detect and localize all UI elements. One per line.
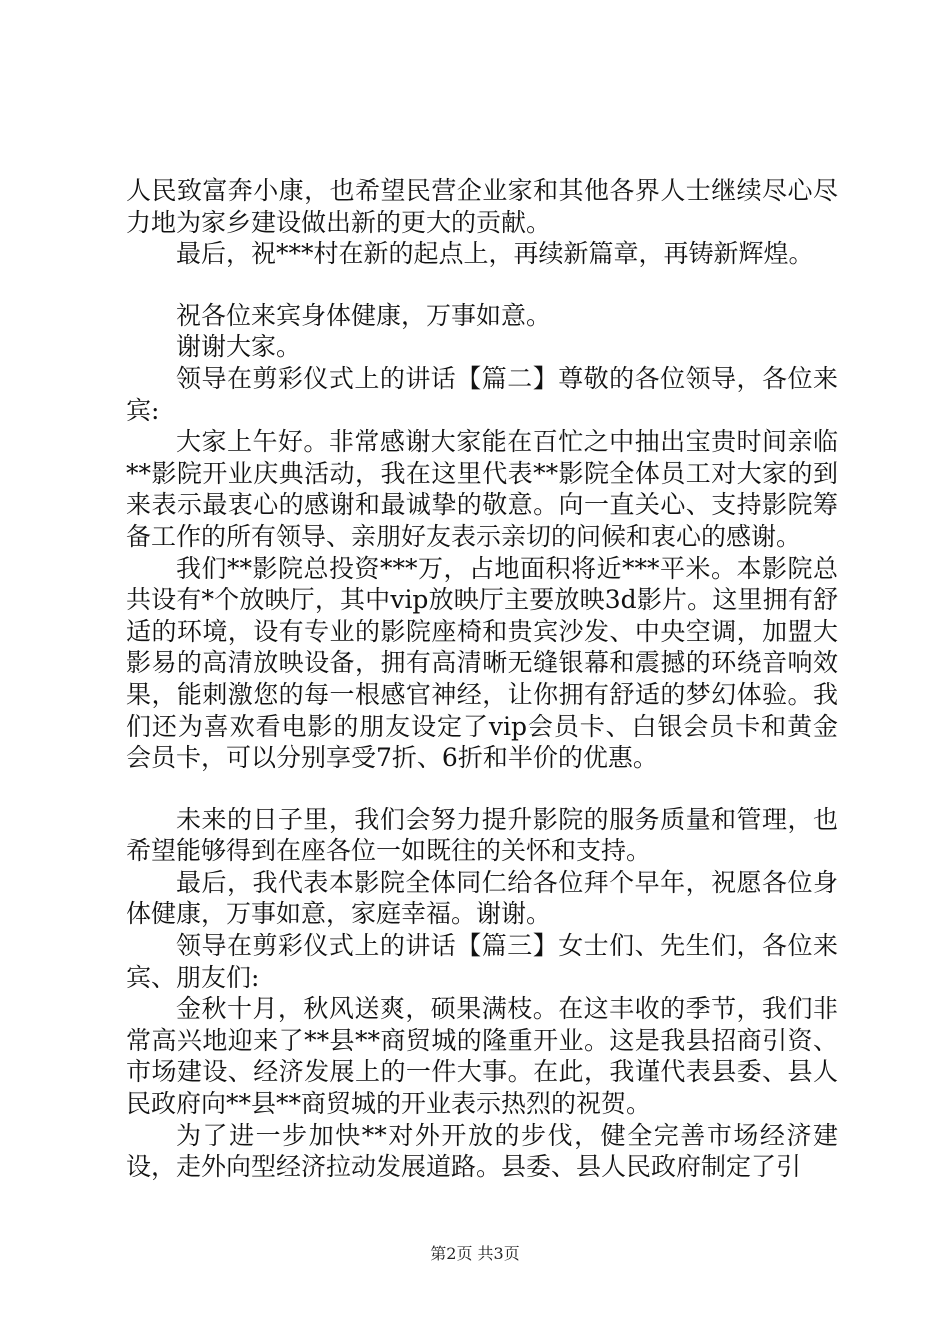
blank-line (126, 270, 838, 300)
blank-line (126, 774, 838, 804)
document-body (126, 175, 838, 1183)
paragraph-continuation: 人民致富奔小康，也希望民营企业家和其他各界人士继续尽心尽力地为家乡建设做出新的更大的贡献。 (126, 176, 838, 237)
section-heading-part-two: 领导在剪彩仪式上的讲话【篇二】尊敬的各位领导，各位来宾: (126, 363, 838, 425)
page-footer: 第2页 共3页 (430, 1244, 520, 1263)
paragraph-thanks: 谢谢大家。 (176, 332, 302, 362)
paragraph-opening-policy: 为了进一步加快**对外开放的步伐，健全完善市场经济建设，走外向型经济拉动发展道路。县委、县人民政府制定了引 (126, 1120, 838, 1182)
paragraph-greeting: 大家上午好。非常感谢大家能在百忙之中抽出宝贵时间亲临**影院开业庆典活动，我在这里代表**影院全体员工对大家的到来表示最衷心的感谢和最诚挚的敬意。向一直关心、支持影院筹备工作的所有领导、亲朋好友表示亲切的问候和衷心的感谢。 (126, 427, 838, 551)
section-heading-part-three: 领导在剪彩仪式上的讲话【篇三】女士们、先生们，各位来宾、朋友们: (126, 931, 838, 992)
paragraph-blessing: 祝各位来宾身体健康，万事如意。 (176, 300, 552, 330)
paragraph-autumn-opening: 金秋十月，秋风送爽，硕果满枝。在这丰收的季节，我们非常高兴地迎来了**县**商贸城的隆重开业。这是我县招商引资、市场建设、经济发展上的一件大事。在此，我谨代表县委、县人民政府向**县**商贸城的开业表示热烈的祝贺。 (126, 994, 838, 1119)
paragraph-closing-wish: 最后，祝***村在新的起点上，再续新篇章，再铸新辉煌。 (176, 239, 814, 269)
paragraph-future: 未来的日子里，我们会努力提升影院的服务质量和管理，也希望能够得到在座各位一如既往的关怀和支持。 (126, 804, 838, 866)
paragraph-final-wish: 最后，我代表本影院全体同仁给各位拜个早年，祝愿各位身体健康，万事如意，家庭幸福。谢谢。 (126, 867, 838, 929)
paragraph-cinema-intro: 我们**影院总投资***万，占地面积将近***平米。本影院总共设有*个放映厅，其中vip放映厅主要放映3d影片。这里拥有舒适的环境，设有专业的影院座椅和贵宾沙发、中央空调，加盟大影易的高清放映设备，拥有高清晰无缝银幕和震撼的环绕音响效果，能刺激您的每一根感官神经，让你拥有舒适的梦幻体验。我们还为喜欢看电影的朋友设定了vip会员卡、白银会员卡和黄金会员卡，可以分别享受7折、6折和半价的优惠。 (126, 553, 838, 773)
